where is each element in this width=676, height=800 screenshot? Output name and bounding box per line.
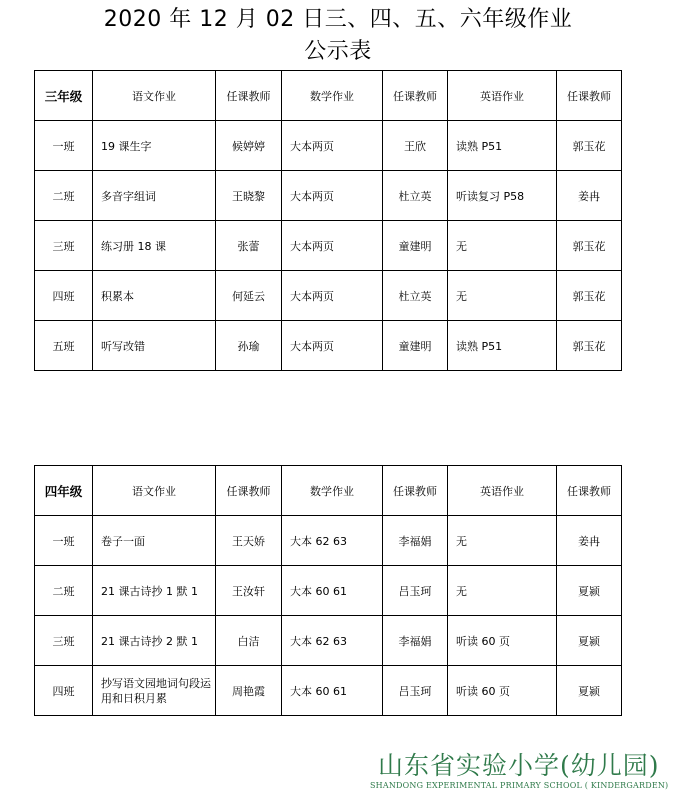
column-header-teacher: 任课教师 [383, 71, 448, 121]
teacher-cell: 童建明 [383, 221, 448, 271]
column-header-english: 英语作业 [448, 466, 557, 516]
teacher-cell: 童建明 [383, 321, 448, 371]
table-row [35, 616, 622, 666]
column-header-chinese: 语文作业 [93, 466, 216, 516]
chinese-homework-cell: 听写改错 [93, 321, 216, 371]
table-row [35, 121, 622, 171]
teacher-cell: 夏颍 [557, 566, 622, 616]
english-homework-cell: 听读 60 页 [448, 666, 557, 716]
class-cell: 四班 [35, 271, 93, 321]
grade-label: 三年级 [35, 71, 93, 121]
teacher-cell: 吕玉珂 [383, 666, 448, 716]
column-header-math: 数学作业 [282, 466, 383, 516]
grade-label: 四年级 [35, 466, 93, 516]
teacher-cell: 姜冉 [557, 171, 622, 221]
teacher-cell: 姜冉 [557, 516, 622, 566]
math-homework-cell: 大本两页 [282, 121, 383, 171]
column-header-math: 数学作业 [282, 71, 383, 121]
teacher-cell: 夏颍 [557, 666, 622, 716]
english-homework-cell: 无 [448, 271, 557, 321]
math-homework-cell: 大本两页 [282, 171, 383, 221]
chinese-homework-cell: 卷子一面 [93, 516, 216, 566]
class-cell: 二班 [35, 171, 93, 221]
page-title: 2020 年 12 月 02 日三、四、五、六年级作业 [103, 7, 573, 32]
teacher-cell: 王汝轩 [216, 566, 282, 616]
chinese-homework-cell: 多音字组词 [93, 171, 216, 221]
page-subtitle: 公示表 [304, 39, 372, 64]
teacher-cell: 郭玉花 [557, 321, 622, 371]
english-homework-cell: 读熟 P51 [448, 321, 557, 371]
chinese-homework-cell: 21 课古诗抄 2 默 1 [93, 616, 216, 666]
teacher-cell: 郭玉花 [557, 121, 622, 171]
class-cell: 二班 [35, 566, 93, 616]
chinese-homework-cell: 积累本 [93, 271, 216, 321]
table-row [35, 221, 622, 271]
table-row [35, 321, 622, 371]
teacher-cell: 何延云 [216, 271, 282, 321]
english-homework-cell: 无 [448, 221, 557, 271]
teacher-cell: 李福娟 [383, 616, 448, 666]
teacher-cell: 李福娟 [383, 516, 448, 566]
english-homework-cell: 读熟 P51 [448, 121, 557, 171]
chinese-homework-cell: 19 课生字 [93, 121, 216, 171]
teacher-cell: 吕玉珂 [383, 566, 448, 616]
chinese-homework-cell: 抄写语文园地词句段运用和日积月累 [93, 666, 216, 716]
table-row [35, 171, 622, 221]
math-homework-cell: 大本 60 61 [282, 566, 383, 616]
column-header-teacher: 任课教师 [557, 466, 622, 516]
teacher-cell: 杜立英 [383, 171, 448, 221]
column-header-english: 英语作业 [448, 71, 557, 121]
teacher-cell: 郭玉花 [557, 221, 622, 271]
table-header-row [35, 466, 622, 516]
english-homework-cell: 无 [448, 566, 557, 616]
table-row [35, 516, 622, 566]
table-row [35, 271, 622, 321]
teacher-cell: 郭玉花 [557, 271, 622, 321]
math-homework-cell: 大本 62 63 [282, 616, 383, 666]
school-logo [370, 746, 670, 798]
column-header-teacher: 任课教师 [383, 466, 448, 516]
class-cell: 三班 [35, 221, 93, 271]
teacher-cell: 白洁 [216, 616, 282, 666]
school-name-cn: 山东省实验小学(幼儿园) [378, 751, 660, 780]
column-header-chinese: 语文作业 [93, 71, 216, 121]
class-cell: 三班 [35, 616, 93, 666]
grade3-homework-table [34, 70, 622, 371]
chinese-homework-cell: 练习册 18 课 [93, 221, 216, 271]
english-homework-cell: 听读复习 P58 [448, 171, 557, 221]
table-row [35, 566, 622, 616]
class-cell: 一班 [35, 121, 93, 171]
math-homework-cell: 大本 60 61 [282, 666, 383, 716]
school-name-en: SHANDONG EXPERIMENTAL PRIMARY SCHOOL ( KINDERGARDEN) [370, 781, 669, 790]
math-homework-cell: 大本两页 [282, 271, 383, 321]
math-homework-cell: 大本 62 63 [282, 516, 383, 566]
teacher-cell: 王晓黎 [216, 171, 282, 221]
column-header-teacher: 任课教师 [557, 71, 622, 121]
table-row [35, 666, 622, 716]
class-cell: 四班 [35, 666, 93, 716]
math-homework-cell: 大本两页 [282, 321, 383, 371]
teacher-cell: 夏颍 [557, 616, 622, 666]
column-header-teacher: 任课教师 [216, 71, 282, 121]
class-cell: 一班 [35, 516, 93, 566]
teacher-cell: 王欣 [383, 121, 448, 171]
teacher-cell: 孙瑜 [216, 321, 282, 371]
english-homework-cell: 无 [448, 516, 557, 566]
teacher-cell: 候婷婷 [216, 121, 282, 171]
teacher-cell: 王天娇 [216, 516, 282, 566]
column-header-teacher: 任课教师 [216, 466, 282, 516]
teacher-cell: 张蕾 [216, 221, 282, 271]
teacher-cell: 周艳霞 [216, 666, 282, 716]
table-header-row [35, 71, 622, 121]
chinese-homework-cell: 21 课古诗抄 1 默 1 [93, 566, 216, 616]
grade4-homework-table [34, 465, 622, 716]
class-cell: 五班 [35, 321, 93, 371]
math-homework-cell: 大本两页 [282, 221, 383, 271]
teacher-cell: 杜立英 [383, 271, 448, 321]
english-homework-cell: 听读 60 页 [448, 616, 557, 666]
